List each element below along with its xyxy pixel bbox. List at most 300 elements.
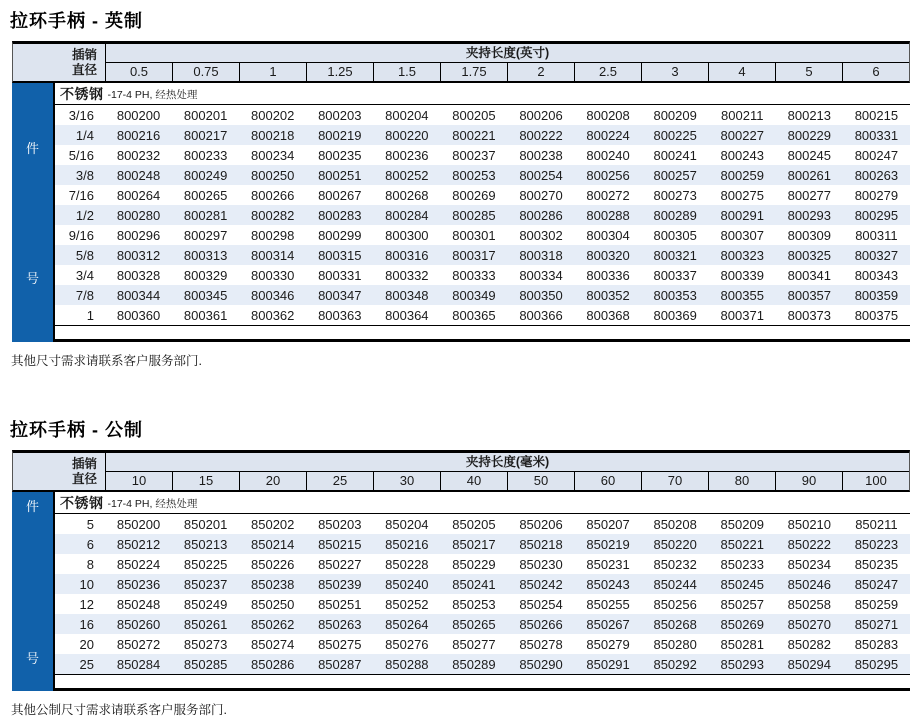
- column-header: 10: [106, 472, 173, 490]
- part-number-cell: 800264: [116, 187, 161, 203]
- part-number-cell: 800366: [519, 307, 563, 323]
- pin-header-line2: 直径: [71, 62, 97, 77]
- pin-header-line1: 插销: [71, 47, 97, 62]
- part-number-cell: 800363: [318, 307, 362, 323]
- part-number-cell: 800250: [251, 167, 295, 183]
- column-header: 70: [642, 472, 709, 490]
- part-number-cell: 800348: [385, 287, 429, 303]
- part-number-cell: 800261: [787, 167, 832, 183]
- part-number-cell: 800297: [183, 227, 228, 243]
- part-number-cell: 800317: [452, 247, 496, 263]
- part-number-cell: 850292: [653, 656, 697, 672]
- table-row: [55, 165, 910, 185]
- part-number-cell: 850261: [183, 616, 228, 632]
- part-number-cell: 850263: [318, 616, 362, 632]
- column-header: 2.5: [575, 63, 642, 81]
- part-number-cell: 850216: [385, 536, 429, 552]
- part-number-cell: 800211: [721, 107, 764, 123]
- part-number-cell: 850272: [116, 636, 161, 652]
- part-number-cell: 850257: [720, 596, 764, 612]
- part-number-cell: 800299: [318, 227, 362, 243]
- part-number-cell: 800296: [116, 227, 161, 243]
- part-number-cell: 800259: [720, 167, 764, 183]
- material-spec: -17-4 PH, 经热处理: [107, 498, 198, 510]
- pin-diameter-header: [13, 44, 106, 81]
- part-number-cell: 800361: [183, 307, 228, 323]
- part-number-cell: 850211: [855, 516, 898, 532]
- column-header: 50: [508, 472, 575, 490]
- table-row: [55, 185, 910, 205]
- part-number-cell: 800284: [385, 207, 429, 223]
- part-number-cell: 800311: [855, 227, 898, 243]
- part-number-cell: 800227: [720, 127, 764, 143]
- metric-note: 其他公制尺寸需求请联系客户服务部门.: [11, 703, 227, 717]
- part-number-cell: 800215: [854, 107, 899, 123]
- part-number-cell: 800224: [586, 127, 630, 143]
- part-number-cell: 850264: [385, 616, 429, 632]
- part-number-cell: 800301: [452, 227, 496, 243]
- part-number-cell: 800321: [653, 247, 697, 263]
- pin-header-line2: 直径: [71, 471, 97, 486]
- part-number-cell: 850239: [318, 576, 362, 592]
- part-number-cell: 800200: [116, 107, 161, 123]
- part-number-cell: 800360: [116, 307, 161, 323]
- part-number-cell: 850249: [183, 596, 228, 612]
- row-label: 20: [79, 636, 94, 652]
- row-label: 6: [86, 536, 94, 552]
- part-number-cell: 800236: [385, 147, 429, 163]
- part-number-cell: 800313: [183, 247, 228, 263]
- part-number-cell: 800254: [519, 167, 563, 183]
- part-number-cell: 850279: [586, 636, 630, 652]
- part-number-cell: 850267: [586, 616, 630, 632]
- row-label: 1/4: [75, 127, 94, 143]
- table-row: [55, 634, 910, 654]
- part-number-cell: 850223: [854, 536, 899, 552]
- part-number-cell: 800256: [586, 167, 630, 183]
- part-number-cell: 800339: [720, 267, 764, 283]
- column-header: 5: [776, 63, 843, 81]
- part-number-cell: 800325: [787, 247, 832, 263]
- part-number-cell: 800265: [183, 187, 228, 203]
- part-number-cell: 850207: [586, 516, 630, 532]
- part-number-cell: 800248: [116, 167, 161, 183]
- row-label: 8: [86, 556, 94, 572]
- part-number-cell: 800225: [653, 127, 697, 143]
- row-label: 5/16: [68, 147, 94, 163]
- part-number-cell: 800205: [452, 107, 496, 123]
- part-number-cell: 800213: [787, 107, 832, 123]
- part-number-cell: 850202: [251, 516, 295, 532]
- part-number-cell: 800350: [519, 287, 563, 303]
- part-number-cell: 800305: [653, 227, 697, 243]
- clamp-length-header-group: [106, 44, 909, 81]
- imperial-title: 拉环手柄 - 英制: [10, 11, 143, 31]
- table-row: [55, 285, 910, 305]
- imperial-table-body: [12, 83, 910, 342]
- part-number-cell: 800217: [183, 127, 228, 143]
- table-row: [55, 654, 910, 674]
- part-number-cell: 850251: [318, 596, 362, 612]
- material-name: 不锈钢: [60, 494, 104, 511]
- data-rows: [55, 105, 910, 325]
- part-number-cell: 800334: [519, 267, 563, 283]
- part-number-cell: 850203: [318, 516, 362, 532]
- part-number-cell: 800252: [385, 167, 429, 183]
- part-number-cell: 800232: [116, 147, 161, 163]
- part-number-cell: 850276: [385, 636, 429, 652]
- part-number-cell: 800237: [452, 147, 496, 163]
- part-number-cell: 850242: [519, 576, 563, 592]
- sidebar-label-hao: 号: [25, 270, 39, 286]
- part-number-cell: 850256: [653, 596, 697, 612]
- clamp-length-header-group: [106, 453, 909, 490]
- column-header: 3: [642, 63, 709, 81]
- part-number-cell: 800333: [452, 267, 496, 283]
- part-number-cell: 850268: [653, 616, 697, 632]
- part-number-cell: 800279: [854, 187, 899, 203]
- part-number-cell: 800235: [318, 147, 362, 163]
- imperial-note: 其他尺寸需求请联系客户服务部门.: [11, 354, 202, 368]
- part-number-cell: 800373: [787, 307, 832, 323]
- part-number-cell: 800327: [854, 247, 899, 263]
- part-number-cell: 800315: [318, 247, 362, 263]
- part-number-cell: 850260: [116, 616, 161, 632]
- part-number-cell: 800345: [183, 287, 228, 303]
- part-number-cell: 800234: [251, 147, 295, 163]
- part-number-cell: 800295: [854, 207, 899, 223]
- part-number-cell: 800219: [318, 127, 362, 143]
- data-rows: [55, 514, 910, 674]
- table-row: [55, 265, 910, 285]
- part-number-cell: 800216: [116, 127, 161, 143]
- metric-title: 拉环手柄 - 公制: [10, 420, 143, 440]
- part-number-cell: 850258: [787, 596, 832, 612]
- part-number-cell: 800349: [452, 287, 496, 303]
- part-number-cell: 850273: [183, 636, 228, 652]
- row-label: 1/2: [75, 207, 94, 223]
- part-number-cell: 800283: [318, 207, 362, 223]
- part-number-cell: 800331: [854, 127, 899, 143]
- part-number-cell: 850234: [787, 556, 832, 572]
- part-number-cell: 800337: [653, 267, 697, 283]
- table-footer-strip: [55, 674, 910, 688]
- part-number-cell: 800332: [385, 267, 429, 283]
- imperial-section: [10, 7, 910, 369]
- row-label: 9/16: [68, 227, 94, 243]
- part-number-cell: 850231: [586, 556, 630, 572]
- part-number-cell: 800240: [586, 147, 630, 163]
- part-number-cell: 850201: [183, 516, 228, 532]
- column-header: 1: [240, 63, 307, 81]
- part-number-cell: 800323: [720, 247, 764, 263]
- part-number-cell: 800331: [318, 267, 362, 283]
- part-number-cell: 800298: [251, 227, 295, 243]
- part-number-cell: 800201: [183, 107, 228, 123]
- rows-area: [53, 83, 910, 342]
- part-number-cell: 800318: [519, 247, 563, 263]
- table-row: [55, 594, 910, 614]
- part-number-cell: 850275: [318, 636, 362, 652]
- row-label: 7/8: [75, 287, 94, 303]
- column-headers: [106, 471, 909, 490]
- part-number-cell: 800263: [854, 167, 899, 183]
- row-label: 5: [86, 516, 94, 532]
- part-number-sidebar: [12, 83, 53, 342]
- part-number-cell: 850289: [452, 656, 496, 672]
- part-number-cell: 800309: [787, 227, 832, 243]
- part-number-cell: 800328: [116, 267, 161, 283]
- part-number-cell: 800357: [787, 287, 832, 303]
- part-number-cell: 800221: [452, 127, 496, 143]
- part-number-cell: 850236: [116, 576, 161, 592]
- part-number-cell: 850248: [116, 596, 161, 612]
- table-row: [55, 514, 910, 534]
- part-number-cell: 850240: [385, 576, 429, 592]
- part-number-cell: 850266: [519, 616, 563, 632]
- part-number-cell: 800257: [653, 167, 697, 183]
- part-number-cell: 850210: [787, 516, 832, 532]
- column-header: 80: [709, 472, 776, 490]
- part-number-cell: 850228: [385, 556, 429, 572]
- part-number-cell: 850209: [720, 516, 764, 532]
- part-number-cell: 800316: [385, 247, 429, 263]
- imperial-table-header: [12, 41, 910, 83]
- part-number-cell: 800320: [586, 247, 630, 263]
- clamp-length-label: 夹持长度(英寸): [465, 46, 550, 60]
- part-number-cell: 850241: [452, 576, 496, 592]
- part-number-cell: 850232: [653, 556, 697, 572]
- part-number-cell: 850226: [251, 556, 295, 572]
- part-number-cell: 850253: [452, 596, 496, 612]
- part-number-cell: 850221: [720, 536, 764, 552]
- part-number-cell: 800355: [720, 287, 764, 303]
- part-number-cell: 850243: [586, 576, 630, 592]
- column-header: 100: [865, 473, 887, 488]
- material-name: 不锈钢: [60, 85, 104, 102]
- part-number-cell: 850288: [385, 656, 429, 672]
- table-row: [55, 534, 910, 554]
- metric-table: [12, 450, 910, 691]
- part-number-cell: 800343: [854, 267, 899, 283]
- part-number-cell: 850281: [720, 636, 764, 652]
- part-number-cell: 850274: [251, 636, 295, 652]
- part-number-cell: 850227: [318, 556, 362, 572]
- part-number-cell: 800336: [586, 267, 630, 283]
- part-number-cell: 850255: [586, 596, 630, 612]
- part-number-cell: 800353: [653, 287, 697, 303]
- table-row: [55, 145, 910, 165]
- column-header: 15: [173, 472, 240, 490]
- metric-table-body: [12, 492, 910, 691]
- column-header: 90: [776, 472, 843, 490]
- part-number-cell: 800364: [385, 307, 429, 323]
- table-row: [55, 305, 910, 325]
- table-row: [55, 105, 910, 125]
- part-number-cell: 850287: [318, 656, 362, 672]
- part-number-cell: 850247: [854, 576, 899, 592]
- part-number-cell: 800365: [452, 307, 496, 323]
- part-number-cell: 800369: [653, 307, 697, 323]
- part-number-cell: 850217: [452, 536, 496, 552]
- part-number-cell: 850286: [251, 656, 295, 672]
- part-number-cell: 850229: [452, 556, 496, 572]
- part-number-cell: 800341: [787, 267, 832, 283]
- part-number-cell: 850230: [519, 556, 563, 572]
- part-number-cell: 850213: [183, 536, 228, 552]
- part-number-cell: 800307: [720, 227, 764, 243]
- part-number-sidebar: [12, 492, 53, 691]
- table-row: [55, 554, 910, 574]
- part-number-cell: 800330: [251, 267, 295, 283]
- part-number-cell: 800312: [116, 247, 161, 263]
- row-label: 5/8: [75, 247, 94, 263]
- table-row: [55, 225, 910, 245]
- part-number-cell: 800300: [385, 227, 429, 243]
- part-number-cell: 850208: [653, 516, 697, 532]
- part-number-cell: 850282: [787, 636, 832, 652]
- part-number-cell: 800222: [519, 127, 563, 143]
- part-number-cell: 850214: [251, 536, 295, 552]
- part-number-cell: 850293: [720, 656, 764, 672]
- part-number-cell: 800249: [183, 167, 228, 183]
- part-number-cell: 800270: [519, 187, 563, 203]
- row-label: 3/4: [75, 267, 94, 283]
- part-number-cell: 800344: [116, 287, 161, 303]
- part-number-cell: 850206: [519, 516, 563, 532]
- part-number-cell: 800280: [116, 207, 161, 223]
- part-number-cell: 800229: [787, 127, 832, 143]
- table-row: [55, 245, 910, 265]
- column-header: 2: [508, 63, 575, 81]
- part-number-cell: 800218: [251, 127, 295, 143]
- part-number-cell: 850205: [452, 516, 496, 532]
- part-number-cell: 850271: [854, 616, 899, 632]
- part-number-cell: 800329: [183, 267, 228, 283]
- part-number-cell: 800346: [251, 287, 295, 303]
- part-number-cell: 800266: [251, 187, 295, 203]
- part-number-cell: 800202: [251, 107, 295, 123]
- part-number-cell: 800285: [452, 207, 496, 223]
- part-number-cell: 850204: [385, 516, 429, 532]
- part-number-cell: 850215: [318, 536, 362, 552]
- part-number-cell: 800277: [787, 187, 832, 203]
- column-header: 25: [307, 472, 374, 490]
- part-number-cell: 800289: [653, 207, 697, 223]
- row-label: 1: [86, 307, 94, 323]
- pin-header-line1: 插销: [71, 456, 97, 471]
- column-header: 4: [709, 63, 776, 81]
- part-number-cell: 800347: [318, 287, 362, 303]
- column-header: 1.25: [307, 63, 374, 81]
- part-number-cell: 800203: [318, 107, 362, 123]
- part-number-cell: 800204: [385, 107, 429, 123]
- part-number-cell: 800375: [854, 307, 899, 323]
- part-number-cell: 800241: [653, 147, 697, 163]
- part-number-cell: 850244: [653, 576, 697, 592]
- material-row: [55, 492, 910, 514]
- part-number-cell: 850254: [519, 596, 563, 612]
- part-number-cell: 800267: [318, 187, 362, 203]
- part-number-cell: 850278: [519, 636, 563, 652]
- sidebar-label-jian: 件: [25, 499, 39, 514]
- part-number-cell: 850200: [116, 516, 161, 532]
- part-number-cell: 800291: [720, 207, 764, 223]
- part-number-cell: 800302: [519, 227, 563, 243]
- part-number-cell: 850265: [452, 616, 496, 632]
- part-number-cell: 850238: [251, 576, 295, 592]
- part-number-cell: 800362: [251, 307, 295, 323]
- part-number-cell: 850291: [586, 656, 630, 672]
- part-number-cell: 800272: [586, 187, 630, 203]
- part-number-cell: 800209: [653, 107, 697, 123]
- part-number-cell: 850233: [720, 556, 764, 572]
- part-number-cell: 850237: [183, 576, 228, 592]
- column-header: 0.5: [106, 63, 173, 81]
- part-number-cell: 850285: [183, 656, 228, 672]
- part-number-cell: 850284: [116, 656, 161, 672]
- part-number-cell: 800288: [586, 207, 630, 223]
- part-number-cell: 850218: [519, 536, 563, 552]
- part-number-cell: 850290: [519, 656, 563, 672]
- part-number-cell: 800304: [586, 227, 630, 243]
- column-headers: [106, 62, 909, 81]
- part-number-cell: 800247: [854, 147, 899, 163]
- part-number-cell: 800245: [787, 147, 832, 163]
- column-header: 30: [374, 472, 441, 490]
- material-row: [55, 83, 910, 105]
- part-number-cell: 800238: [519, 147, 563, 163]
- material-spec: -17-4 PH, 经热处理: [107, 89, 198, 101]
- column-header: 1.75: [441, 63, 508, 81]
- part-number-cell: 850235: [854, 556, 899, 572]
- table-row: [55, 574, 910, 594]
- part-number-cell: 800251: [318, 167, 362, 183]
- part-number-cell: 850246: [787, 576, 832, 592]
- part-number-cell: 800293: [787, 207, 832, 223]
- part-number-cell: 850259: [854, 596, 899, 612]
- imperial-table: [12, 41, 910, 342]
- part-number-cell: 850252: [385, 596, 429, 612]
- column-header: 1.5: [374, 63, 441, 81]
- part-number-cell: 800286: [519, 207, 563, 223]
- part-number-cell: 800243: [720, 147, 764, 163]
- part-number-cell: 800352: [586, 287, 630, 303]
- part-number-cell: 850277: [452, 636, 496, 652]
- part-number-cell: 850222: [787, 536, 832, 552]
- row-label: 10: [79, 576, 94, 592]
- metric-table-header: [12, 450, 910, 492]
- part-number-cell: 800208: [586, 107, 630, 123]
- part-number-cell: 850224: [116, 556, 161, 572]
- rows-area: [53, 492, 910, 691]
- table-row: [55, 614, 910, 634]
- part-number-cell: 800268: [385, 187, 429, 203]
- part-number-cell: 850225: [183, 556, 228, 572]
- part-number-cell: 800275: [720, 187, 764, 203]
- table-row: [55, 125, 910, 145]
- part-number-cell: 850294: [787, 656, 832, 672]
- column-header: 6: [872, 64, 880, 79]
- part-number-cell: 800220: [385, 127, 429, 143]
- part-number-cell: 800206: [519, 107, 563, 123]
- row-label: 25: [79, 656, 94, 672]
- part-number-cell: 850295: [854, 656, 899, 672]
- part-number-cell: 850219: [586, 536, 630, 552]
- table-row: [55, 205, 910, 225]
- table-footer-strip: [55, 325, 910, 339]
- column-header: 20: [240, 472, 307, 490]
